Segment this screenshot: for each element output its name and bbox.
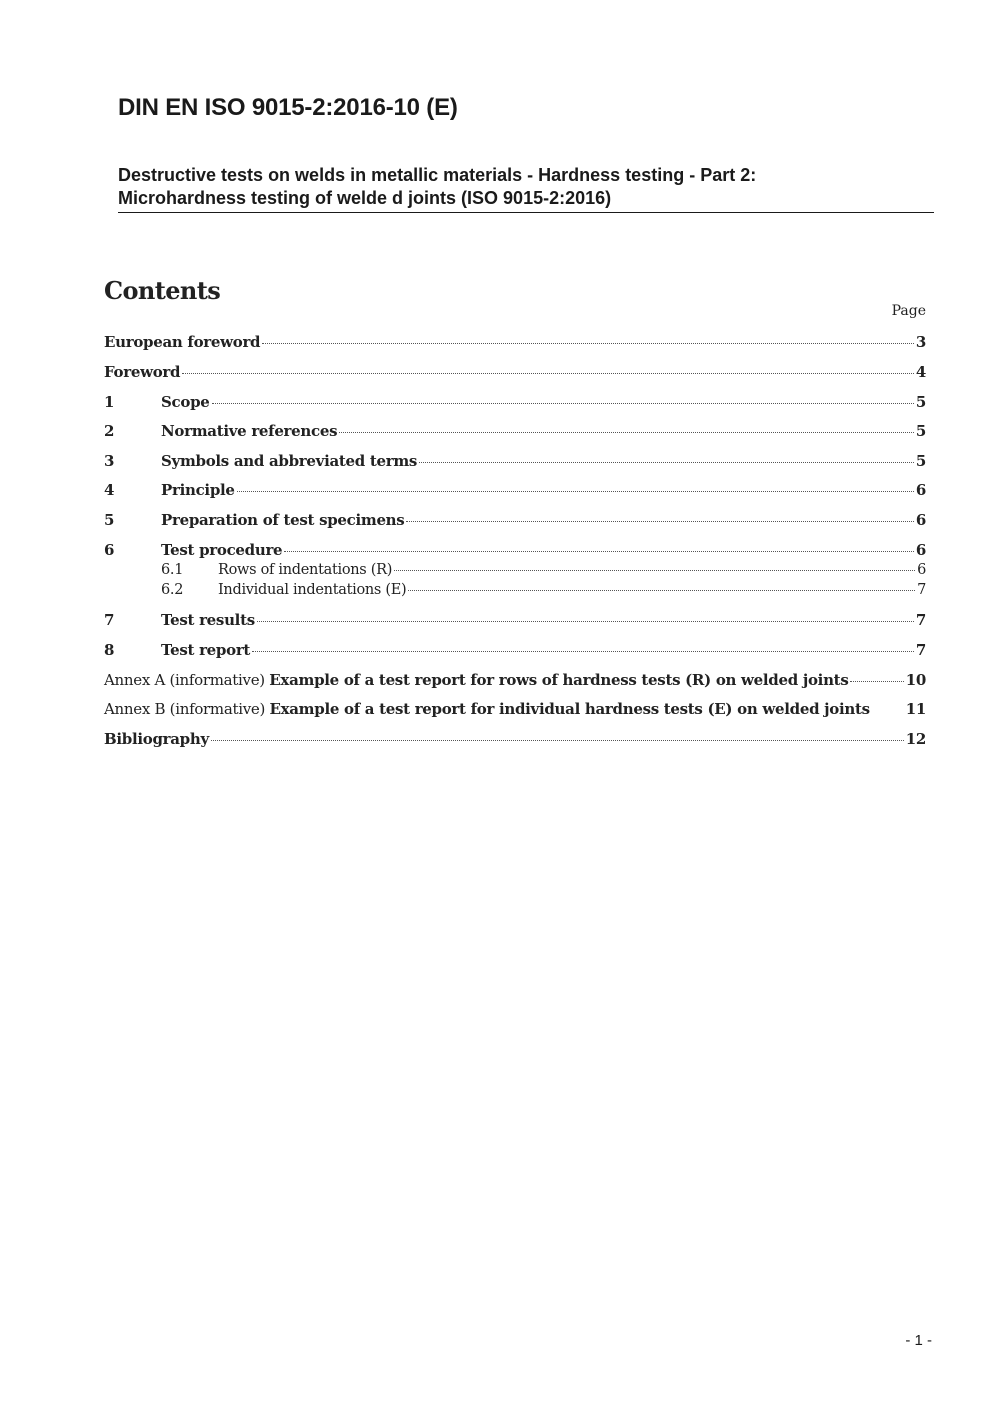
toc-entry-individual-indentations[interactable] [104,582,926,598]
annex-prefix: Annex A [104,671,165,689]
toc-entry-page: 11 [905,700,926,718]
toc-entry-label: Normative references [161,422,338,440]
toc-entry-number: 3 [104,452,115,470]
toc-entry-principle[interactable] [104,481,926,499]
toc-entry-label: Individual indentations (E) [218,582,407,598]
page-column-label: Page [891,303,926,319]
annex-note: (informative) [169,700,266,718]
dot-leader [237,491,914,492]
toc-entry-normative-references[interactable] [104,422,926,440]
toc-entry-test-results[interactable] [104,611,926,629]
toc-entry-page: 5 [915,393,926,411]
contents-heading: Contents [104,276,221,305]
page-number: - 1 - [905,1332,932,1349]
toc-entry-number: 2 [104,422,115,440]
toc-entry-page: 12 [905,730,926,748]
toc-entry-rows-of-indentations[interactable] [104,562,926,578]
toc-entry-label [104,700,870,718]
toc-entry-label: Foreword [104,363,181,381]
document-title-line-1: Destructive tests on welds in metallic materials - Hardness testing - Part 2: [118,165,757,185]
toc-entry-number: 1 [104,393,115,411]
annex-title: Example of a test report for rows of hardness tests (R) on welded joints [269,671,849,689]
toc-entry-scope[interactable] [104,393,926,411]
toc-entry-page: 4 [915,363,926,381]
toc-entry-page: 7 [915,641,926,659]
toc-entry-page: 5 [915,452,926,470]
dot-leader [211,740,904,741]
toc-entry-page: 3 [915,333,926,351]
toc-entry-european-foreword[interactable] [104,333,926,351]
dot-leader [419,462,914,463]
toc-entry-foreword[interactable] [104,363,926,381]
toc-entry-test-report[interactable] [104,641,926,659]
dot-leader [284,551,914,552]
dot-leader [408,590,915,591]
toc-entry-preparation[interactable] [104,511,926,529]
toc-entry-label: Test procedure [161,541,283,559]
dot-leader [406,521,913,522]
toc-entry-page: 7 [915,611,926,629]
annex-title: Example of a test report for individual hardness tests (E) on welded joints [269,700,870,718]
dot-leader [339,432,914,433]
toc-entry-label [104,671,848,689]
toc-entry-label: Scope [161,393,210,411]
dot-leader [394,570,915,571]
toc-entry-annex-a[interactable] [104,671,926,689]
toc-entry-number: 6.2 [161,582,184,598]
toc-entry-test-procedure[interactable] [104,541,926,559]
toc-entry-number: 8 [104,641,115,659]
toc-entry-number: 6.1 [161,562,184,578]
toc-entry-label: Principle [161,481,235,499]
toc-entry-label: Bibliography [104,730,209,748]
toc-entry-page: 6 [915,541,926,559]
dot-leader [850,681,903,682]
toc-entry-page: 7 [917,582,926,598]
toc-entry-number: 5 [104,511,115,529]
toc-entry-label: Preparation of test specimens [161,511,405,529]
annex-note: (informative) [169,671,265,689]
toc-entry-label: Rows of indentations (R) [218,562,393,578]
dot-leader [212,403,914,404]
dot-leader [257,621,914,622]
document-title-line-2: Microhardness testing of welde d joints (ISO 9015-2:2016) [118,188,612,208]
document-title [118,164,934,213]
toc-entry-page: 10 [905,671,926,689]
toc-entry-label: Symbols and abbreviated terms [161,452,418,470]
toc-entry-page: 6 [915,481,926,499]
toc-entry-label: European foreword [104,333,261,351]
dot-leader [252,651,914,652]
dot-leader [262,343,914,344]
toc-entry-page: 6 [915,511,926,529]
toc-entry-number: 4 [104,481,115,499]
toc-entry-label: Test report [161,641,251,659]
dot-leader [182,373,914,374]
annex-prefix: Annex B [104,700,166,718]
document-id: DIN EN ISO 9015-2:2016-10 (E) [118,94,458,121]
toc-entry-annex-b[interactable] [104,700,926,718]
toc-entry-bibliography[interactable] [104,730,926,748]
toc-entry-page: 5 [915,422,926,440]
toc-entry-symbols[interactable] [104,452,926,470]
toc-entry-number: 7 [104,611,115,629]
toc-entry-number: 6 [104,541,115,559]
toc-entry-page: 6 [917,562,926,578]
toc-entry-label: Test results [161,611,255,629]
